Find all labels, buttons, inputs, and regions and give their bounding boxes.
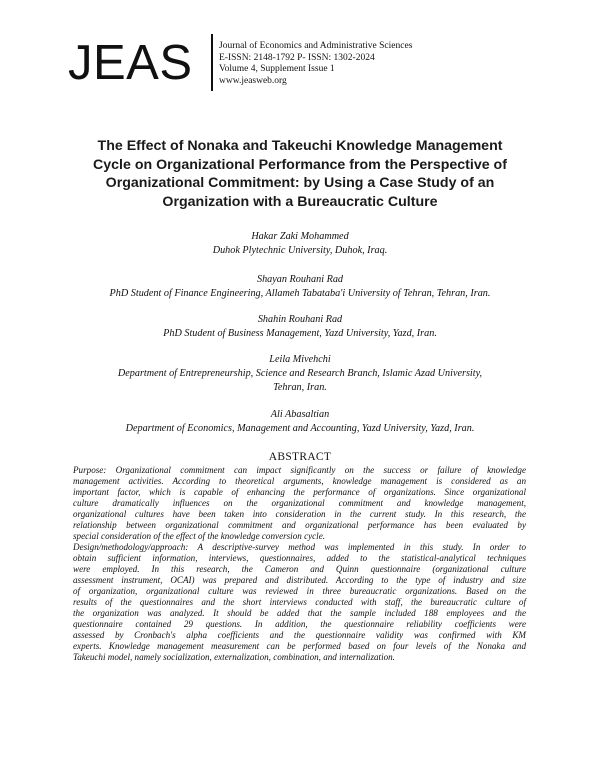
abstract-line: management activities. According to theoretical arguments, knowledge management is considered as an: [73, 476, 526, 487]
journal-name: Journal of Economics and Administrative Sciences: [219, 41, 413, 51]
abstract-line: questionnaire contained 29 questions. In addition, the questionnaire reliability coefficients were: [73, 619, 526, 630]
journal-issn: E-ISSN: 2148-1792 P- ISSN: 1302-2024: [219, 52, 375, 63]
author-name: Ali Abasaltian: [270, 409, 330, 420]
journal-website[interactable]: www.jeasweb.org: [219, 75, 287, 86]
abstract-line: the organization was analyzed. It should be added that the sample included 188 employees and the: [73, 608, 526, 619]
abstract-line: results of the questionnaires and the short interviews conducted with staff, the bureaucratic culture of: [73, 597, 526, 608]
author-affiliation: Department of Entrepreneurship, Science and Research Branch, Islamic Azad University,: [117, 368, 483, 379]
abstract-line: obtain sufficient information, interviews, questionnaires, added to the statistical-analytical techniques: [73, 553, 526, 564]
abstract-line: assessed by Cronbach's alpha coefficients and the questionnaire validity was confirmed with KM: [73, 630, 526, 641]
author-block: [30, 313, 570, 341]
abstract-line: experts. Knowledge management measurement can be performed based on four levels of the Nonaka and: [73, 641, 526, 652]
abstract-body: [73, 465, 526, 663]
author-affiliation: Duhok Plytechnic University, Duhok, Iraq.: [212, 245, 388, 256]
author-name: Shahin Rouhani Rad: [257, 314, 343, 325]
paper-title: [40, 137, 560, 211]
author-affiliation: PhD Student of Finance Engineering, Allameh Tabataba'i University of Tehran, Tehran, Iran.: [109, 288, 491, 299]
author-block: [30, 230, 570, 258]
title-line: Organization with a Bureaucratic Culture: [162, 193, 438, 210]
author-block: [30, 408, 570, 436]
title-line: Organizational Commitment: by Using a Case Study of an: [105, 175, 495, 191]
header-divider: [211, 34, 213, 91]
author-affiliation: Tehran, Iran.: [273, 382, 327, 393]
author-block: [30, 353, 570, 395]
abstract-line: assessment instrument, OCAI) was prepared and distributed. According to the type of industry and size: [73, 575, 526, 586]
author-affiliation: PhD Student of Business Management, Yazd University, Yazd, Iran.: [163, 328, 437, 339]
author-name: Shayan Rouhani Rad: [256, 274, 344, 285]
title-line: Cycle on Organizational Performance from the Perspective of: [93, 156, 507, 173]
author-name: Hakar Zaki Mohammed: [251, 231, 349, 242]
abstract-line: culture dramatically influences on the organizational commitment and knowledge management,: [73, 498, 526, 509]
author-name: Leila Mivehchi: [269, 354, 331, 365]
abstract-line: special consideration of the effect of the knowledge conversion cycle.: [73, 531, 326, 542]
abstract-heading: ABSTRACT: [268, 451, 332, 463]
title-line: The Effect of Nonaka and Takeuchi Knowledge Management: [97, 138, 503, 154]
abstract-line: Takeuchi model, namely socialization, externalization, combination, and internalization.: [73, 652, 395, 663]
journal-volume: Volume 4, Supplement Issue 1: [219, 64, 335, 74]
abstract-line: relationship between organizational commitment and organizational performance has been evaluated by: [73, 520, 526, 531]
author-block: [30, 273, 570, 301]
abstract-line: organizational cultures have been taken into consideration in the current study. In this research, the: [73, 509, 526, 520]
abstract-line: were employed. In this research, the Cameron and Quinn questionnaire (organizational culture: [73, 564, 526, 575]
abstract-line: Purpose: Organizational commitment can impact significantly on the success or failure of knowledge: [73, 465, 526, 475]
author-affiliation: Department of Economics, Management and Accounting, Yazd University, Yazd, Iran.: [125, 423, 475, 434]
abstract-line: important factor, which is capable of enhancing the performance of organizations. Since organizational: [73, 487, 526, 498]
abstract-line: of organization, organizational culture was reviewed in three bureaucratic organizations. Based on the: [73, 586, 526, 597]
abstract-line: Design/methodology/approach: A descriptive-survey method was implemented in this study. In order to: [73, 542, 526, 553]
journal-logo: JEAS: [68, 36, 193, 90]
journal-info: [219, 41, 412, 87]
